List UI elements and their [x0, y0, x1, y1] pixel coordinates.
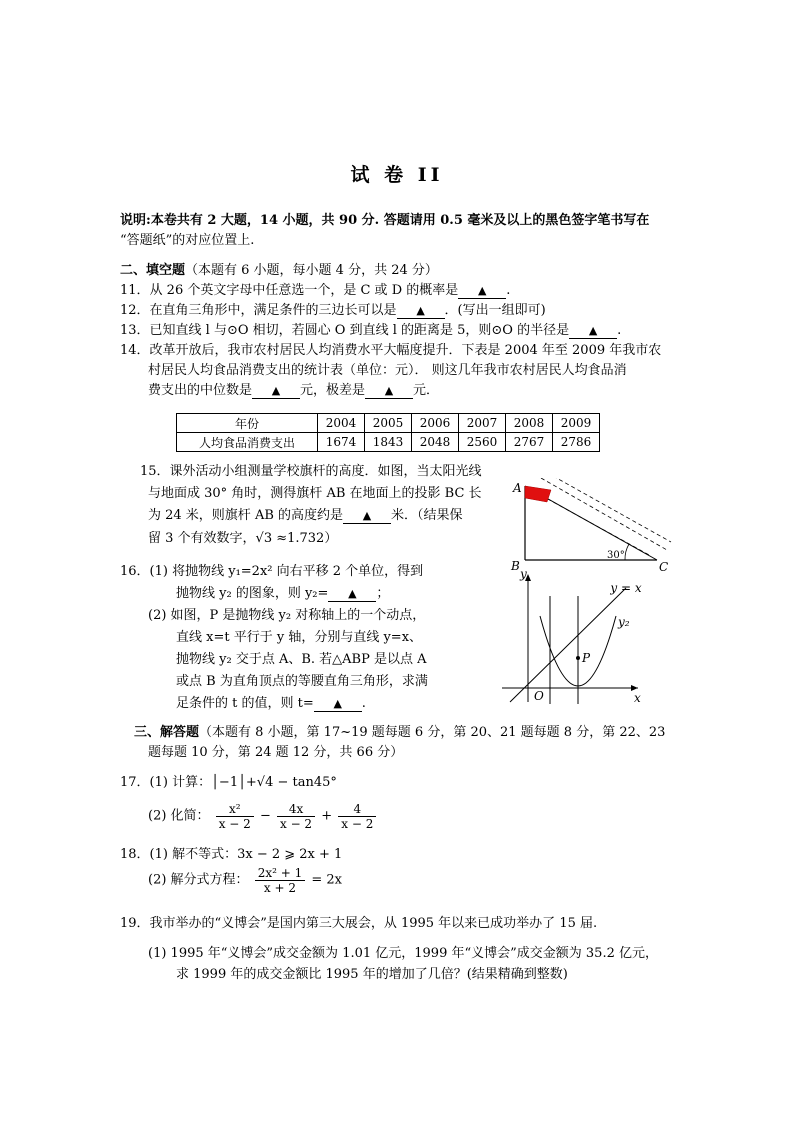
q16-line-7	[176, 695, 366, 712]
table-cell: 1674	[318, 433, 365, 452]
q13-post: .	[617, 323, 622, 338]
q16-line-2	[176, 585, 389, 602]
red-flag-icon	[525, 486, 551, 502]
q16-blank-1: ▲	[328, 587, 376, 602]
q16-line-3: (2) 如图，P 是抛物线 y₂ 对称轴上的一个动点，	[148, 608, 426, 623]
section3-detail: （本题有 8 小题，第 17~19 题每题 6 分，第 20、21 题每题 8 分，第 22、23	[199, 725, 666, 740]
angle-label: 30°	[607, 550, 625, 561]
fraction-1	[216, 802, 254, 831]
q16-blank-2: ▲	[314, 697, 362, 712]
q13-blank: ▲	[569, 324, 617, 339]
q14-range-text: 元，极差是	[300, 383, 366, 398]
fraction-equation	[255, 866, 306, 895]
q15-line-4: 留 3 个有效数字，√3 ≈1.732）	[148, 531, 338, 546]
fraction-3-denominator: x − 2	[341, 817, 374, 831]
q16-line-1: 16．(1) 将抛物线 y₁=2x² 向右平移 2 个单位，得到	[120, 564, 424, 579]
question-13	[120, 322, 621, 339]
fraction-2-denominator: x − 2	[279, 817, 313, 831]
flagpole-figure	[505, 478, 675, 573]
note-line-2: “答题纸”的对应位置上.	[120, 233, 255, 248]
angle-arc	[625, 544, 629, 560]
table-cell: 2009	[553, 414, 600, 433]
section3-title: 三、解答题	[134, 725, 200, 740]
q16-line-5: 抛物线 y₂ 交于点 A、B. 若△ABP 是以点 A	[176, 652, 427, 667]
parabola-figure	[498, 566, 648, 704]
q15-line-3	[148, 507, 463, 524]
q18-part-2	[148, 866, 342, 895]
q17-p1-label: 17．(1) 计算：	[120, 775, 212, 790]
section2-detail: （本题有 6 小题，每小题 4 分，共 24 分）	[185, 263, 438, 278]
fraction-3-numerator: 4	[338, 802, 376, 817]
q19-line-3: 求 1999 年的成交金额比 1995 年的增加了几倍？(结果精确到整数)	[176, 967, 568, 982]
point-a-label: A	[513, 481, 522, 495]
table-row-values	[177, 433, 600, 452]
note-line-1	[120, 212, 649, 229]
table-cell: 1843	[365, 433, 412, 452]
q15-post: 米．（结果保	[391, 508, 463, 523]
q16-line-6: 或点 B 为直角顶点的等腰直角三角形，求满	[176, 674, 428, 689]
x-axis-label: x	[634, 691, 641, 704]
point-c-label: C	[659, 560, 669, 573]
table-cell: 2004	[318, 414, 365, 433]
y-axis-label: y	[520, 567, 527, 581]
q17-p1-expr: │−1│+√4 − tan45°	[211, 775, 337, 790]
q14-line-1: 14．改革开放后，我市农村居民人均消费水平大幅度提升．下表是 2004 年至 2009 年我市农	[120, 343, 662, 358]
q17-p2-label: (2) 化简：	[148, 808, 210, 824]
origin-label: O	[534, 689, 544, 703]
fraction-equation-numerator: 2x² + 1	[255, 866, 306, 881]
plus-sign: +	[321, 808, 333, 824]
table-cell: 2008	[506, 414, 553, 433]
q12-post: ．(写出一组即可)	[444, 303, 546, 318]
q15-blank: ▲	[343, 509, 391, 524]
line-label: y = x	[610, 581, 642, 595]
q11-text: 11．从 26 个英文字母中任意选一个，是 C 或 D 的概率是	[120, 283, 459, 298]
question-12	[120, 302, 546, 319]
section3-line-2: 题每题 10 分，第 24 题 12 分，共 66 分）	[148, 745, 404, 760]
section2-title: 二、填空题	[120, 263, 186, 278]
line-y-equals-x	[510, 588, 626, 702]
section2-heading	[120, 262, 438, 279]
question-11	[120, 282, 510, 299]
fraction-2	[277, 802, 315, 831]
consumption-table	[176, 413, 600, 452]
q12-text: 12．在直角三角形中，满足条件的三边长可以是	[120, 303, 397, 318]
table-cell: 2007	[459, 414, 506, 433]
fraction-equation-denominator: x + 2	[263, 881, 297, 895]
q16-post-2: .	[361, 696, 366, 711]
q11-blank: ▲	[458, 284, 506, 299]
q17-part-2	[148, 802, 378, 831]
section3-heading	[134, 724, 665, 741]
table-header-label: 年份	[177, 414, 318, 433]
q14-blank-median: ▲	[252, 384, 300, 399]
table-row-years	[177, 414, 600, 433]
curve-label: y₂	[618, 615, 630, 629]
point-p-label: P	[582, 651, 591, 665]
equation-rhs: = 2x	[311, 872, 343, 888]
q16-line-4: 直线 x=t 平行于 y 轴，分别与直线 y=x、	[176, 630, 423, 645]
table-cell: 2006	[412, 414, 459, 433]
q14-post: 元．	[413, 383, 440, 398]
q11-post: .	[506, 283, 511, 298]
q14-median-text: 费支出的中位数是	[148, 383, 253, 398]
q18-p1-label: 18．(1) 解不等式：	[120, 847, 238, 862]
q14-line-2: 村居民人均食品消费支出的统计表（单位：元）． 则这几年我市农村居民人均食品消	[148, 363, 627, 378]
q18-p1-expr: 3x − 2 ⩾ 2x + 1	[237, 847, 343, 862]
table-row-label: 人均食品消费支出	[177, 433, 318, 452]
q14-blank-range: ▲	[365, 384, 413, 399]
table-cell: 2767	[506, 433, 553, 452]
q16-text: 抛物线 y₂ 的图象，则 y₂=	[176, 586, 329, 601]
q13-text: 13．已知直线 l 与⊙O 相切，若圆心 O 到直线 l 的距离是 5，则⊙O 的半径是	[120, 323, 570, 338]
table-cell: 2786	[553, 433, 600, 452]
q14-line-3	[148, 382, 439, 399]
q12-blank: ▲	[397, 304, 445, 319]
q17-part-1	[120, 774, 337, 791]
minus-sign: −	[259, 808, 271, 824]
q16-t-text: 足条件的 t 的值，则 t=	[176, 696, 314, 711]
fraction-1-denominator: x − 2	[218, 817, 251, 831]
table-cell: 2005	[365, 414, 412, 433]
table-cell: 2560	[459, 433, 506, 452]
q15-line-1: 15．课外活动小组测量学校旗杆的高度．如图，当太阳光线	[140, 464, 482, 479]
fraction-3	[338, 802, 376, 831]
table-cell: 2048	[412, 433, 459, 452]
q18-part-1	[120, 846, 342, 863]
page-title: 试 卷 II	[350, 164, 444, 186]
point-b-label: B	[511, 559, 520, 573]
q18-p2-label: (2) 解分式方程：	[148, 872, 249, 888]
q15-line-2: 与地面成 30° 角时，测得旗杆 AB 在地面上的投影 BC 长	[148, 486, 482, 501]
sun-ray-dashed	[541, 478, 667, 550]
fraction-2-numerator: 4x	[277, 802, 315, 817]
note-label: 说明:	[120, 213, 151, 228]
sun-ray-dashed	[553, 478, 671, 542]
point-p-dot	[576, 656, 580, 660]
fraction-1-numerator: x²	[216, 802, 254, 817]
q19-line-2: (1) 1995 年“义博会”成交金额为 1.01 亿元，1999 年“义博会”成交金额为 35.2 亿元，	[148, 946, 658, 961]
q15-text: 为 24 米，则旗杆 AB 的高度约是	[148, 508, 344, 523]
note-text: 本卷共有 2 大题，14 小题，共 90 分. 答题请用 0.5 毫米及以上的黑色签字笔书写在	[150, 213, 650, 228]
q19-line-1: 19．我市举办的“义博会”是国内第三大展会，从 1995 年以来已成功举办了 15 届.	[120, 916, 598, 931]
q16-post-1: ；	[376, 586, 390, 601]
